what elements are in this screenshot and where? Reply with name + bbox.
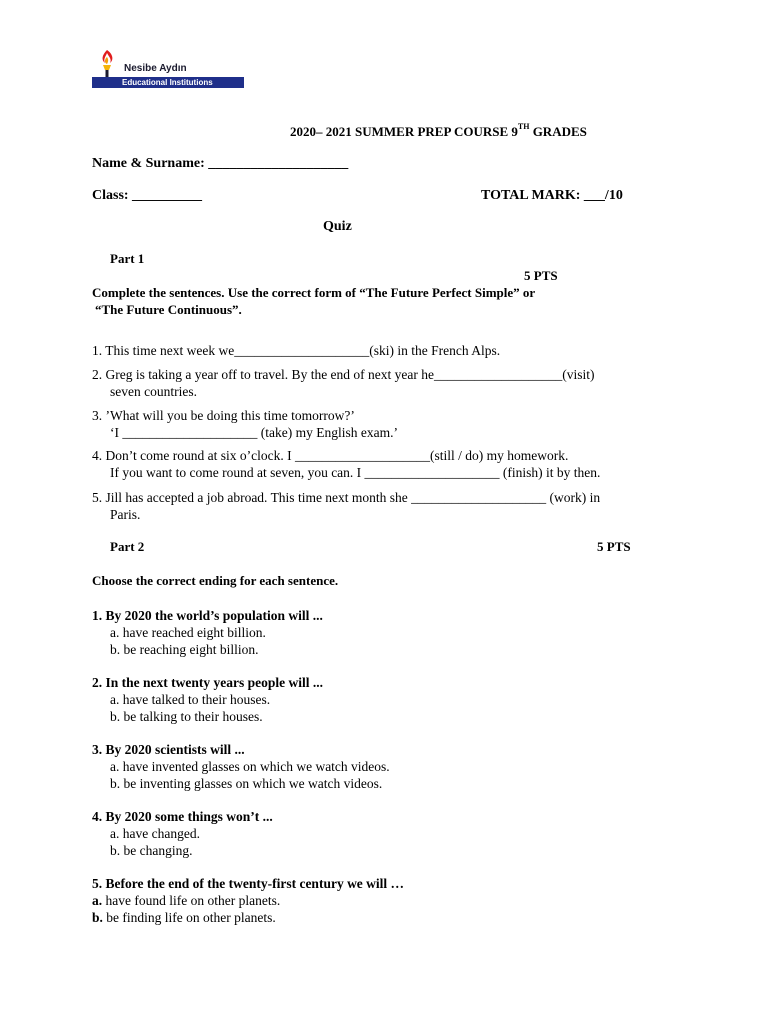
- quiz-title: Quiz: [323, 219, 352, 234]
- item-line-2: Paris.: [110, 507, 141, 522]
- logo: [92, 46, 244, 92]
- item-line: 4. Don’t come round at six o’clock. I ____________________(still / do) my homework.: [92, 448, 569, 463]
- logo-name: Nesibe Aydın: [124, 63, 187, 74]
- part2-question-3: [92, 741, 390, 792]
- part1-points: 5 PTS: [524, 268, 558, 283]
- option-a[interactable]: a. have reached eight billion.: [110, 625, 266, 640]
- logo-subtitle: Educational Institutions: [122, 78, 213, 87]
- option-a[interactable]: a. have changed.: [110, 826, 200, 841]
- item-line: 5. Jill has accepted a job abroad. This time next month she ____________________ (work) in: [92, 490, 601, 505]
- item-line-2: ‘I ____________________ (take) my English exam.’: [110, 425, 398, 440]
- part1-instruction-line2: “The Future Continuous”.: [95, 302, 242, 317]
- option-a-label: a.: [92, 893, 103, 908]
- item-line-2: seven countries.: [110, 384, 197, 399]
- item-line: 1. This time next week we____________________(ski) in the French Alps.: [92, 343, 501, 358]
- course-title-sup: TH: [517, 122, 530, 131]
- part2-instruction: Choose the correct ending for each sentence.: [92, 573, 339, 588]
- part1-item-1: [92, 342, 500, 359]
- option-a[interactable]: a. have talked to their houses.: [110, 692, 271, 707]
- part2-question-1: [92, 607, 323, 658]
- question-text: 1. By 2020 the world’s population will ...: [92, 608, 323, 623]
- part2-question-5: [92, 875, 404, 926]
- option-b[interactable]: [92, 909, 404, 926]
- part2-title: Part 2: [110, 539, 145, 554]
- part2-question-4: [92, 808, 273, 859]
- part1-item-3: [92, 407, 398, 441]
- question-text: 5. Before the end of the twenty-first century we will …: [92, 876, 405, 891]
- option-a[interactable]: [92, 892, 404, 909]
- item-line: 3. ’What will you be doing this time tomorrow?’: [92, 408, 355, 423]
- item-line-2: If you want to come round at seven, you can. I ____________________ (finish) it by then.: [110, 465, 601, 480]
- option-a[interactable]: a. have invented glasses on which we watch videos.: [110, 759, 390, 774]
- name-surname-field[interactable]: Name & Surname: ____________________: [92, 156, 349, 171]
- option-b[interactable]: b. be changing.: [110, 843, 193, 858]
- option-b[interactable]: b. be talking to their houses.: [110, 709, 263, 724]
- option-b[interactable]: b. be reaching eight billion.: [110, 642, 259, 657]
- course-title-end: GRADES: [529, 124, 587, 139]
- question-text: 2. In the next twenty years people will ...: [92, 675, 323, 690]
- part1-instruction-line1: Complete the sentences. Use the correct form of “The Future Perfect Simple” or: [92, 285, 536, 300]
- part1-item-2: [92, 366, 595, 400]
- logo-bar: [92, 77, 244, 88]
- part2-points: 5 PTS: [597, 539, 631, 554]
- item-line: 2. Greg is taking a year off to travel. By the end of next year he___________________(visit): [92, 367, 595, 382]
- course-title-main: 2020– 2021 SUMMER PREP COURSE 9: [290, 124, 518, 139]
- question-text: 4. By 2020 some things won’t ...: [92, 809, 273, 824]
- option-a-text: have found life on other planets.: [102, 893, 281, 908]
- course-title: [290, 124, 587, 140]
- part2-question-2: [92, 674, 323, 725]
- total-mark-field[interactable]: TOTAL MARK: ___/10: [481, 188, 623, 203]
- part1-item-4: [92, 447, 600, 481]
- part1-title: Part 1: [110, 251, 145, 266]
- option-b-label: b.: [92, 910, 103, 925]
- option-b[interactable]: b. be inventing glasses on which we watch videos.: [110, 776, 383, 791]
- option-b-text: be finding life on other planets.: [102, 910, 276, 925]
- question-text: 3. By 2020 scientists will ...: [92, 742, 245, 757]
- part1-item-5: [92, 489, 600, 523]
- class-field[interactable]: Class: __________: [92, 188, 203, 203]
